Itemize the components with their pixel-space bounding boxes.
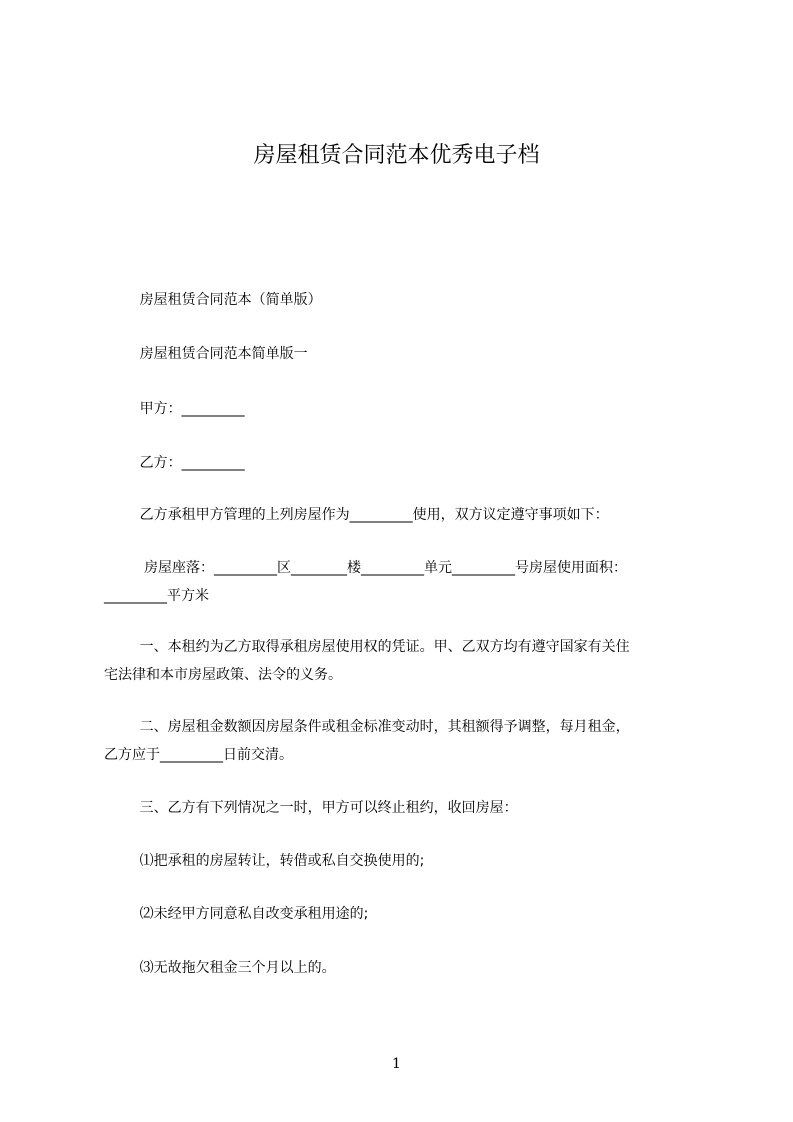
paragraph-clause-3: 三、乙方有下列情况之一时，甲方可以终止租约，收回房屋：: [104, 800, 518, 816]
page-number: 1: [392, 1056, 401, 1072]
paragraph-location: 房屋座落：_________区________楼_________单元_________号房屋使用面积： _________平方米: [104, 560, 628, 604]
paragraph-party-b: 乙方：_________: [104, 455, 245, 471]
paragraph-contract-version: 房屋租赁合同范本（简单版）: [104, 292, 322, 308]
paragraph-party-a: 甲方：_________: [104, 401, 245, 417]
paragraph-clause-2: 二、房屋租金数额因房屋条件或租金标准变动时，其租额得予调整，每月租金， 乙方应于_________日前交清。: [104, 719, 630, 763]
paragraph-item-3: ⑶无故拖欠租金三个月以上的。: [104, 960, 336, 976]
paragraph-item-2: ⑵未经甲方同意私自改变承租用途的;: [104, 906, 369, 922]
paragraph-item-1: ⑴把承租的房屋转让，转借或私自交换使用的;: [104, 853, 425, 869]
paragraph-clause-1: 一、本租约为乙方取得承租房屋使用权的凭证。甲、乙双方均有遵守国家有关住 宅法律和本市房屋政策、法令的义务。: [104, 639, 630, 683]
paragraph-contract-subtitle: 房屋租赁合同范本简单版一: [104, 346, 308, 362]
paragraph-usage: 乙方承租甲方管理的上列房屋作为_________使用，双方议定遵守事项如下：: [104, 507, 609, 523]
document-title: 房屋租赁合同范本优秀电子档: [253, 143, 540, 168]
